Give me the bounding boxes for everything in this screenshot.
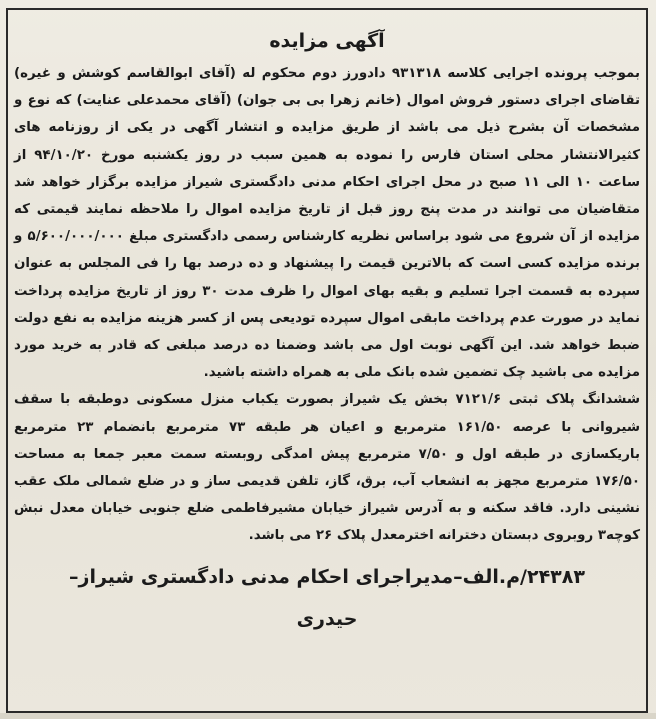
notice-title: آگهی مزایده [269, 30, 385, 52]
notice-paragraph-1: بموجب پرونده اجرایی کلاسه ۹۳۱۳۱۸ دادورز دوم محکوم له (آقای ابوالقاسم کوشش و غیره) تقاضای اجرای دستور فروش اموال (خانم زهرا بی بی جوان) (آقای محمدعلی عنایت) که نوع و مشخصات آن بشرح ذیل می باشد از طریق مزایده و انتشار آگهی در یکی از روزنامه های کثیرالانتشار محلی استان فارس را نموده به همین سبب در روز یکشنبه مورخ ۹۴/۱۰/۲۰ از ساعت ۱۰ الی ۱۱ صبح در محل اجرای احکام مدنی دادگستری شیراز مزایده برگزار خواهد شد متقاضیان می توانند در مدت پنج روز قبل از تاریخ مزایده اموال را ملاحظه نمایند قیمتی که مزایده از آن شروع می شود براساس نظریه کارشناس رسمی دادگستری مبلغ ۵/۶۰۰/۰۰۰/۰۰۰ و برنده مزایده کسی است که بالاترین قیمت را پیشنهاد و ده درصد بها را فی المجلس به عنوان سپرده به قسمت اجرا تسلیم و بقیه بهای اموال را ظرف مدت ۳۰ روز از تاریخ مزایده پرداخت نماید در صورت عدم پرداخت مابقی اموال سپرده تودیعی پس از کسر هزینه مزایده به نفع دولت ضبط خواهد شد. این آگهی نوبت اول می باشد وضمنا ده درصد مبلغی که قادر به خرید مورد مزایده می باشید چک تضمین شده بانک ملی به همراه داشته باشید. [14, 66, 641, 381]
signer-name: حیدری [296, 607, 358, 630]
page-edge [0, 713, 656, 719]
auction-notice [14, 14, 640, 636]
notice-paragraph-2: ششدانگ پلاک ثبتی ۷۱۲۱/۶ بخش یک شیراز بصورت یکباب منزل مسکونی دوطبقه با سقف شیروانی با عرصه ۱۶۱/۵۰ مترمربع و اعیان هر طبقه ۷۳ مترمربع بانضمام ۲۳ مترمربع باریکسازی در طبقه اول و ۷/۵۰ مترمربع پیش امدگی روبسته سمت معبر جمعا به مساحت ۱۷۶/۵۰ مترمربع مجهز به انشعاب آب، برق، گاز، تلفن قدیمی ساز و در ضلع شمالی ملک عقب نشینی دارد. فاقد سکنه و به آدرس شیراز خیابان مشیرفاطمی ضلع جنوبی خیابان معدل نبش کوچه۳ روبروی دبستان دخترانه اخترمعدل پلاک ۲۶ می باشد. [14, 392, 641, 544]
notice-signature: ۲۴۳۸۳/م.الف–مدیراجرای احکام مدنی دادگستری شیراز– [69, 565, 585, 588]
